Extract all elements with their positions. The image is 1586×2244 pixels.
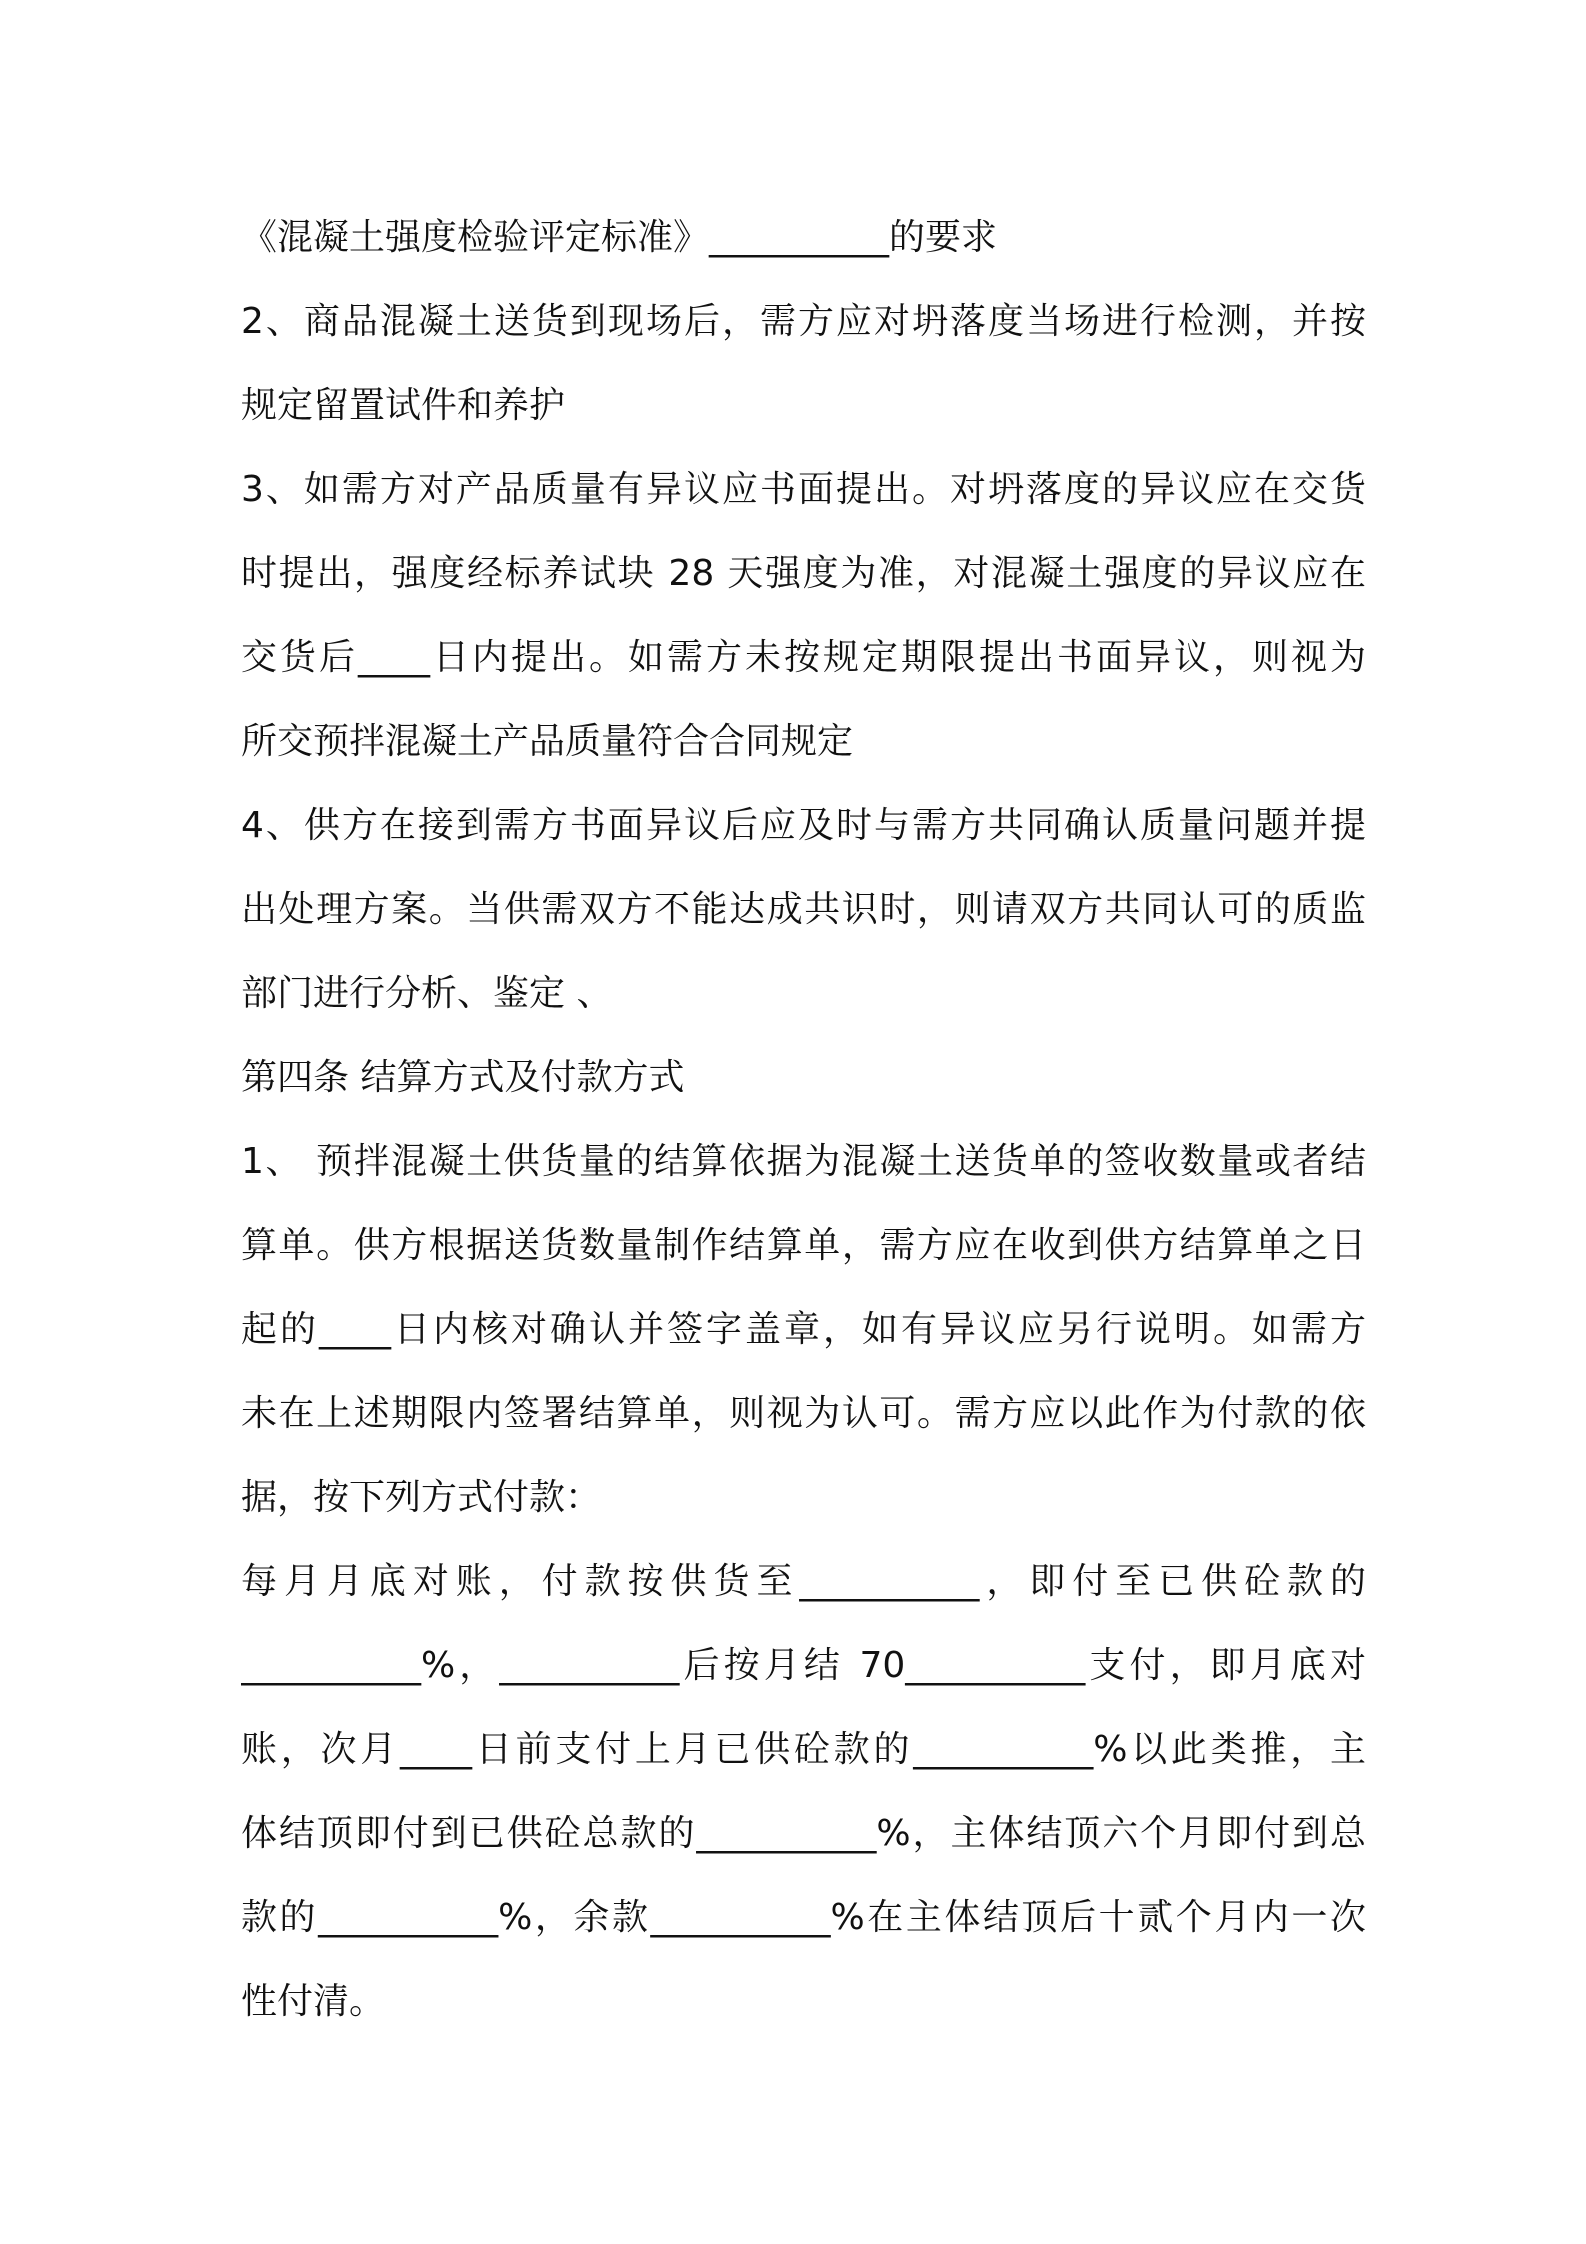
text-line: 规定留置试件和养护 bbox=[241, 385, 566, 426]
text-line: 算单。供方根据送货数量制作结算单，需方应在收到供方结算单之日 bbox=[241, 1225, 1366, 1266]
text-line: 交货后____日内提出。如需方未按规定期限提出书面异议，则视为 bbox=[241, 637, 1366, 678]
contract-text-body bbox=[241, 196, 1366, 2044]
text-line: 出处理方案。当供需双方不能达成共识时，则请双方共同认可的质监 bbox=[241, 889, 1366, 930]
text-line: 款的__________%，余款__________%在主体结顶后十贰个月内一次 bbox=[241, 1897, 1366, 1938]
text-line: 1、 预拌混凝土供货量的结算依据为混凝土送货单的签收数量或者结 bbox=[241, 1141, 1366, 1182]
text-line: 所交预拌混凝土产品质量符合合同规定 bbox=[241, 721, 854, 762]
text-line: 部门进行分析、鉴定 、 bbox=[241, 973, 613, 1014]
text-line: 2、商品混凝土送货到现场后，需方应对坍落度当场进行检测，并按 bbox=[241, 301, 1366, 342]
text-line: 体结顶即付到已供砼总款的__________%，主体结顶六个月即付到总 bbox=[241, 1813, 1366, 1854]
text-line: 性付清。 bbox=[241, 1981, 386, 2022]
text-line: 起的____日内核对确认并签字盖章，如有异议应另行说明。如需方 bbox=[241, 1309, 1366, 1350]
text-line: 4、供方在接到需方书面异议后应及时与需方共同确认质量问题并提 bbox=[241, 805, 1366, 846]
section-heading: 第四条 结算方式及付款方式 bbox=[241, 1057, 685, 1098]
text-line: 未在上述期限内签署结算单，则视为认可。需方应以此作为付款的依 bbox=[241, 1393, 1366, 1434]
text-line: 时提出，强度经标养试块 28 天强度为准，对混凝土强度的异议应在 bbox=[241, 553, 1366, 594]
text-line: 账，次月____日前支付上月已供砼款的__________%以此类推，主 bbox=[241, 1729, 1366, 1770]
text-line: 每月月底对账，付款按供货至__________，即付至已供砼款的 bbox=[241, 1561, 1366, 1602]
text-line: __________%，__________后按月结 70__________支付，即月底对 bbox=[241, 1645, 1366, 1686]
text-line: 3、如需方对产品质量有异议应书面提出。对坍落度的异议应在交货 bbox=[241, 469, 1366, 510]
text-line: 《混凝土强度检验评定标准》__________的要求 bbox=[241, 217, 998, 258]
text-line: 据，按下列方式付款： bbox=[241, 1477, 602, 1518]
